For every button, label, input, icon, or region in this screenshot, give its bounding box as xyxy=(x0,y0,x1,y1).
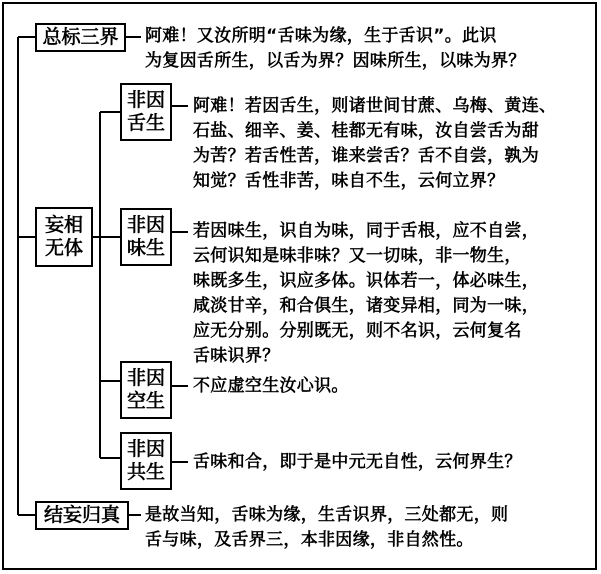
node-wangxiang-wuti: 妄相 无体 xyxy=(35,207,93,267)
node-feiyin-shesheng: 非因 舌生 xyxy=(120,83,172,141)
text-shesheng: 阿难！若因舌生，则诸世间甘蔗、乌梅、黄连、 石盐、细辛、姜、桂都无有味，汝自尝舌为甜 为苦？若舌性苦，谁来尝舌？舌不自尝，孰为 知觉？舌性非苦，味自不生，云何立界？ xyxy=(193,96,557,191)
node-feiyin-kongsheng: 非因 空生 xyxy=(120,361,172,419)
node-jiewang-guizhen: 结妄归真 xyxy=(35,501,129,530)
node-feiyin-weisheng: 非因 味生 xyxy=(120,208,172,266)
node-feiyin-gongsheng: 非因 共生 xyxy=(120,432,172,490)
text-weisheng: 若因味生，识自为味，同于舌根，应不自尝， 云何识知是味非味？又一切味，非一物生， 味既多生，识应多体。识体若一，体必味生， 咸淡甘辛，和合俱生，诸变异相，同为一味， 应无分别。分别既无，则不名识，云何复名 舌味识界？ xyxy=(193,221,539,366)
node-zongbiao-sanjie: 总标三界 xyxy=(35,23,126,52)
text-jiewang: 是故当知，舌味为缘，生舌识界，三处都无，则 舌与味，及舌界三，本非因缘，非自然性。 xyxy=(145,505,509,550)
text-zongbiao: 阿难！又汝所明“舌味为缘，生于舌识”。此识 为复因舌所生，以舌为界？因味所生，以味为界？ xyxy=(145,26,526,71)
text-kongsheng: 不应虚空生汝心识。 xyxy=(193,376,349,396)
text-gongsheng: 舌味和合，即于是中元无自性，云何界生？ xyxy=(193,452,522,472)
